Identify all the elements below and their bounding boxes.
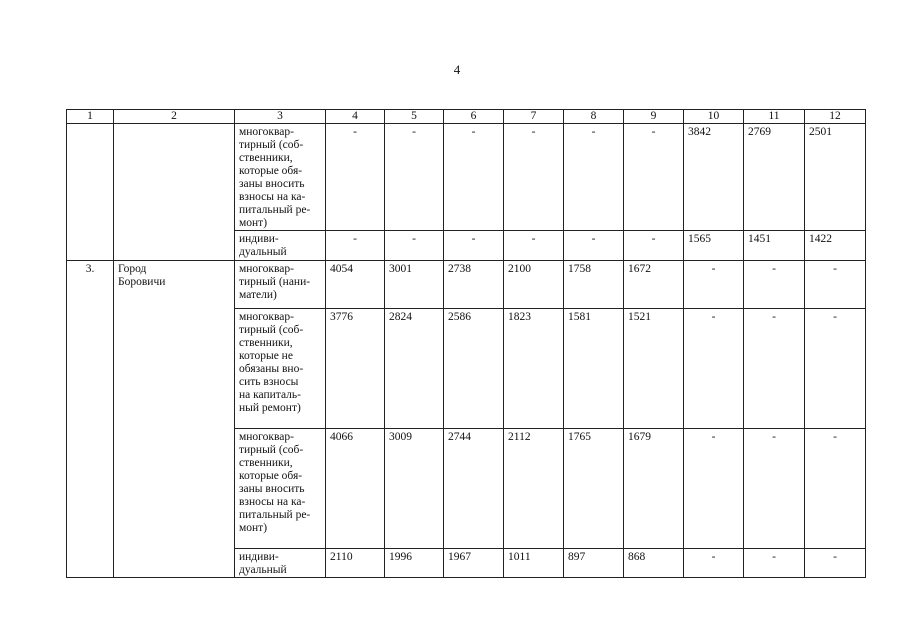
value-cell: - [504,124,564,231]
value-cell: 1679 [624,429,684,549]
value-cell: - [444,231,504,261]
value-cell: 2738 [444,261,504,309]
value-cell: 1422 [805,231,866,261]
value-cell: - [805,261,866,309]
housing-type-cell: индиви- дуальный [235,231,326,261]
column-number-5: 5 [385,110,444,124]
row-index-cell: 3. [67,261,114,578]
value-cell: 3842 [684,124,744,231]
value-cell: - [564,231,624,261]
value-cell: - [326,124,385,231]
value-cell: 1996 [385,549,444,578]
value-cell: 1451 [744,231,805,261]
housing-type-cell: многоквар- тирный (соб- ственники, которые не обязаны вно- сить взносы на капиталь- ный ремонт) [235,309,326,429]
column-number-4: 4 [326,110,385,124]
value-cell: - [744,429,805,549]
column-number-10: 10 [684,110,744,124]
housing-type-cell: индиви- дуальный [235,549,326,578]
column-number-3: 3 [235,110,326,124]
column-number-11: 11 [744,110,805,124]
column-number-2: 2 [114,110,235,124]
column-number-7: 7 [504,110,564,124]
value-cell: - [385,231,444,261]
value-cell: - [684,549,744,578]
value-cell: 1758 [564,261,624,309]
value-cell: - [744,549,805,578]
value-cell: - [684,429,744,549]
value-cell: - [805,549,866,578]
column-number-12: 12 [805,110,866,124]
value-cell: - [504,231,564,261]
value-cell: 1967 [444,549,504,578]
table-row [67,124,866,231]
value-cell: 2112 [504,429,564,549]
value-cell: - [444,124,504,231]
column-number-1: 1 [67,110,114,124]
value-cell: 2769 [744,124,805,231]
value-cell: 897 [564,549,624,578]
page-number: 4 [453,62,461,77]
value-cell: 2501 [805,124,866,231]
value-cell: - [805,429,866,549]
value-cell: 1581 [564,309,624,429]
value-cell: 2744 [444,429,504,549]
value-cell: 1011 [504,549,564,578]
housing-type-cell: многоквар- тирный (соб- ственники, которые обя- заны вносить взносы на ка- питальный ре- монт) [235,124,326,231]
city-cell: Город Боровичи [114,261,235,578]
value-cell: - [805,309,866,429]
value-cell: 868 [624,549,684,578]
value-cell: 1565 [684,231,744,261]
value-cell: - [564,124,624,231]
column-number-9: 9 [624,110,684,124]
value-cell: - [744,261,805,309]
value-cell: - [684,309,744,429]
value-cell: 4066 [326,429,385,549]
value-cell: 2110 [326,549,385,578]
value-cell: - [624,124,684,231]
value-cell: 2586 [444,309,504,429]
value-cell: 4054 [326,261,385,309]
header-row [67,110,866,124]
tariff-table [66,109,866,578]
value-cell: 2824 [385,309,444,429]
value-cell: 2100 [504,261,564,309]
row-index-cell [67,124,114,261]
value-cell: 1823 [504,309,564,429]
column-number-6: 6 [444,110,504,124]
value-cell: 1521 [624,309,684,429]
value-cell: 1672 [624,261,684,309]
value-cell: - [385,124,444,231]
housing-type-cell: многоквар- тирный (нани- матели) [235,261,326,309]
column-number-8: 8 [564,110,624,124]
value-cell: 3776 [326,309,385,429]
value-cell: - [326,231,385,261]
value-cell: - [744,309,805,429]
table-row [67,261,866,309]
value-cell: - [624,231,684,261]
value-cell: 1765 [564,429,624,549]
value-cell: - [684,261,744,309]
housing-type-cell: многоквар- тирный (соб- ственники, которые обя- заны вносить взносы на ка- питальный ре- монт) [235,429,326,549]
value-cell: 3009 [385,429,444,549]
value-cell: 3001 [385,261,444,309]
city-cell [114,124,235,261]
